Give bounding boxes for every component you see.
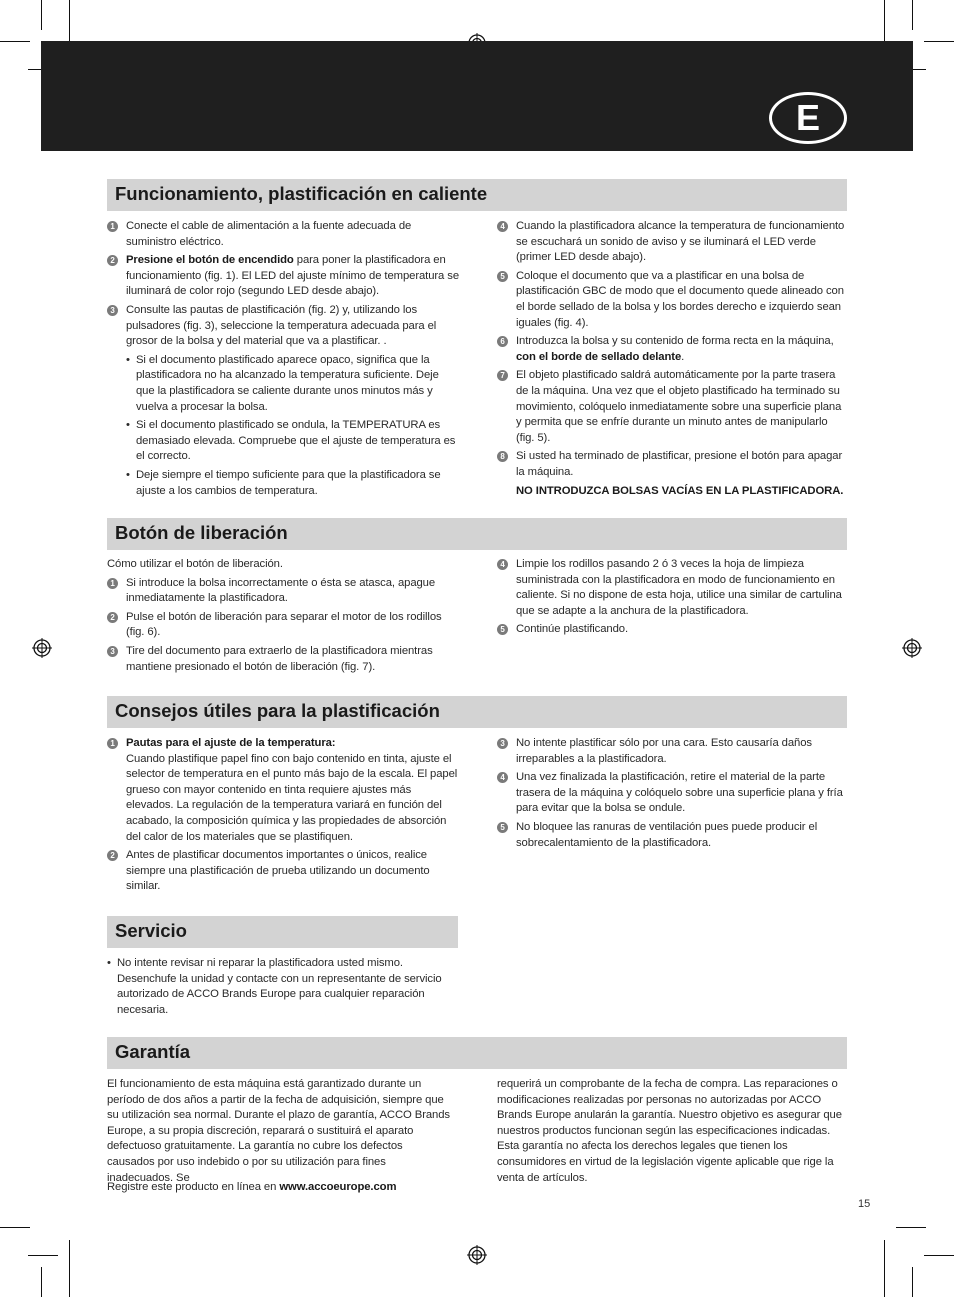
s1-right-column bbox=[497, 219, 847, 502]
trim-mark bbox=[884, 1240, 885, 1297]
s5-right-column bbox=[497, 1077, 849, 1186]
section-heading bbox=[107, 518, 847, 550]
trim-mark bbox=[69, 1240, 70, 1297]
s5-left-column bbox=[107, 1077, 452, 1186]
list-item: 1 Pautas para el ajuste de la temperatura: Cuando plastifique papel fino con bajo contenido en tinta, ajuste el selector de temperatura en el punto más bajo de la escala. El papel grueso con mayor contenido en tinta requiere ajustes más elevados. La regulación de la temperatura variará en función del acabado, la composición química y las propiedades de absorción del calor de los materiales que se plastifiquen. bbox=[107, 736, 459, 845]
language-badge: E bbox=[769, 92, 847, 144]
list-item: 2 Presione el botón de encendido para poner la plastificadora en funcionamiento (fig. 1). El LED del ajuste mínimo de temperatura se iluminará de color rojo (segundo LED desde abajo). bbox=[107, 253, 459, 300]
registration-mark-icon bbox=[32, 638, 52, 658]
trim-mark bbox=[924, 41, 954, 42]
bullet-item: • Si el documento plastificado se ondula, la TEMPERATURA es demasiado elevada. Compruebe que el ajuste de temperatura es el correcto. bbox=[126, 419, 456, 463]
list-item: 5 No bloquee las ranuras de ventilación pues puede producir el sobrecalentamiento de la plastificadora. bbox=[497, 820, 847, 851]
list-item: 6 Introduzca la bolsa y su contenido de forma recta en la máquina, con el borde de sellado delante. bbox=[497, 334, 847, 365]
list-item: 2 Antes de plastificar documentos importantes o únicos, realice siempre una plastificación de prueba utilizando un documento similar. bbox=[107, 848, 459, 895]
trim-mark bbox=[896, 1227, 926, 1228]
s4-column bbox=[107, 956, 447, 1021]
list-item: 4 Cuando la plastificadora alcance la temperatura de funcionamiento se escuchará un sonido de aviso y se iluminará el LED verde (primer LED desde abajo). bbox=[497, 219, 847, 266]
list-item: 8 Si usted ha terminado de plastificar, presione el botón para apagar la máquina. bbox=[497, 449, 847, 480]
trim-mark bbox=[41, 1267, 42, 1297]
section-heading bbox=[107, 916, 458, 948]
warning-text: NO INTRODUZCA BOLSAS VACÍAS EN LA PLASTIFICADORA. bbox=[516, 484, 844, 497]
trim-mark bbox=[924, 1255, 954, 1256]
trim-mark bbox=[28, 1255, 58, 1256]
registration-mark-icon bbox=[467, 1245, 487, 1265]
list-item: 3 No intente plastificar sólo por una cara. Esto causaría daños irreparables a la plastificadora. bbox=[497, 736, 847, 767]
intro-text: Cómo utilizar el botón de liberación. bbox=[107, 558, 283, 570]
section-title: Servicio bbox=[115, 920, 187, 941]
section-title: Consejos útiles para la plastificación bbox=[115, 700, 440, 721]
list-item: 5 Coloque el documento que va a plastificar en una bolsa de plastificación GBC de modo que el documento quede alineado con el borde sellado de la bolsa y los bordes derecho e izquierdo sean iguales (fig. 4). bbox=[497, 269, 847, 331]
section-title: Funcionamiento, plastificación en caliente bbox=[115, 183, 488, 204]
list-item: 7 El objeto plastificado saldrá automáticamente por la parte trasera de la máquina. Una vez que el objeto plastificado ha terminado su movimiento, colóquelo inmediatamente sobre una superficie plana y permita que se enfríe durante un minuto antes de manipularlo (fig. 5). bbox=[497, 368, 847, 446]
trim-mark bbox=[912, 1267, 913, 1297]
s3-left-column bbox=[107, 736, 459, 898]
s2-right-column bbox=[497, 557, 847, 641]
section-heading bbox=[107, 179, 847, 211]
section-title: Garantía bbox=[115, 1041, 191, 1062]
bullet-item: • No intente revisar ni reparar la plastificadora usted mismo. Desenchufe la unidad y contacte con un representante de servicio autorizado de ACCO Brands Europe para cualquier reparación necesaria. bbox=[107, 957, 442, 1016]
list-item: 5 Continúe plastificando. bbox=[497, 622, 847, 638]
list-item: 3 Tire del documento para extraerlo de la plastificadora mientras mantiene presionado el botón de liberación (fig. 7). bbox=[107, 644, 459, 675]
register-link[interactable]: www.accoeurope.com bbox=[279, 1181, 397, 1193]
trim-mark bbox=[0, 1227, 30, 1228]
trim-mark bbox=[41, 0, 42, 30]
list-item: 2 Pulse el botón de liberación para separar el motor de los rodillos (fig. 6). bbox=[107, 610, 459, 641]
trim-mark bbox=[0, 41, 30, 42]
s3-right-column bbox=[497, 736, 847, 854]
list-item: 4 Limpie los rodillos pasando 2 ó 3 veces la hoja de limpieza suministrada con la plastificadora en modo de funcionamiento en caliente. Si no dispone de esta hoja, utilice una similar de cartulina que se adapte a la anchura de la plastificadora. bbox=[497, 557, 847, 619]
registration-mark-icon bbox=[902, 638, 922, 658]
section-title: Botón de liberación bbox=[115, 522, 288, 543]
s2-left-column bbox=[107, 557, 459, 678]
bullet-item: • Deje siempre el tiempo suficiente para que la plastificadora se ajuste a los cambios de temperatura. bbox=[126, 468, 441, 497]
s1-left-column bbox=[107, 219, 459, 502]
warranty-text: El funcionamiento de esta máquina está garantizado durante un período de dos años a partir de la fecha de adquisición, siempre que su utilización sea normal. Durante el plazo de garantía, ACCO Brands Europe, a su propia discreción, reparará o sustituirá el aparato defectuoso gratuitamente. La garantía no cubre los defectos causados por uso indebido o por su utilización para fines inadecuados. Se bbox=[107, 1078, 450, 1184]
list-item: 3 Consulte las pautas de plastificación (fig. 2) y, utilizando los pulsadores (fig. 3), seleccione la temperatura adecuada para el grosor de la bolsa y del material que va a plastificar. . bbox=[107, 303, 459, 350]
section-heading bbox=[107, 696, 847, 728]
warranty-text: requerirá un comprobante de la fecha de compra. Las reparaciones o modificaciones realizadas por personas no autorizadas por ACCO Brands Europe anularán la garantía. Nuestro objetivo es asegurar que nuestros productos funcionan según las especificaciones indicadas. Esta garantía no afecta los derechos legales que tienen los consumidores en virtud de la legislación vigente aplicable que rige la venta de artículos. bbox=[497, 1078, 842, 1184]
register-line: Registre este producto en línea en www.accoeurope.com bbox=[107, 1181, 397, 1193]
trim-mark bbox=[912, 0, 913, 30]
bullet-item: • Si el documento plastificado aparece opaco, significa que la plastificadora no ha alcanzado la temperatura suficiente. Deje que la plastificadora se caliente durante unos minutos más y vuelva a procesar la bolsa. bbox=[126, 353, 439, 413]
list-item: 1 Conecte el cable de alimentación a la fuente adecuada de suministro eléctrico. bbox=[107, 219, 459, 250]
list-item: 1 Si introduce la bolsa incorrectamente o ésta se atasca, apague inmediatamente la plastificadora. bbox=[107, 576, 459, 607]
list-item: 4 Una vez finalizada la plastificación, retire el material de la parte trasera de la máquina y colóquelo sobre una superficie plana y fría para evitar que la bolsa se ondule. bbox=[497, 770, 847, 817]
section-heading bbox=[107, 1037, 847, 1069]
page-number: 15 bbox=[858, 1198, 871, 1210]
